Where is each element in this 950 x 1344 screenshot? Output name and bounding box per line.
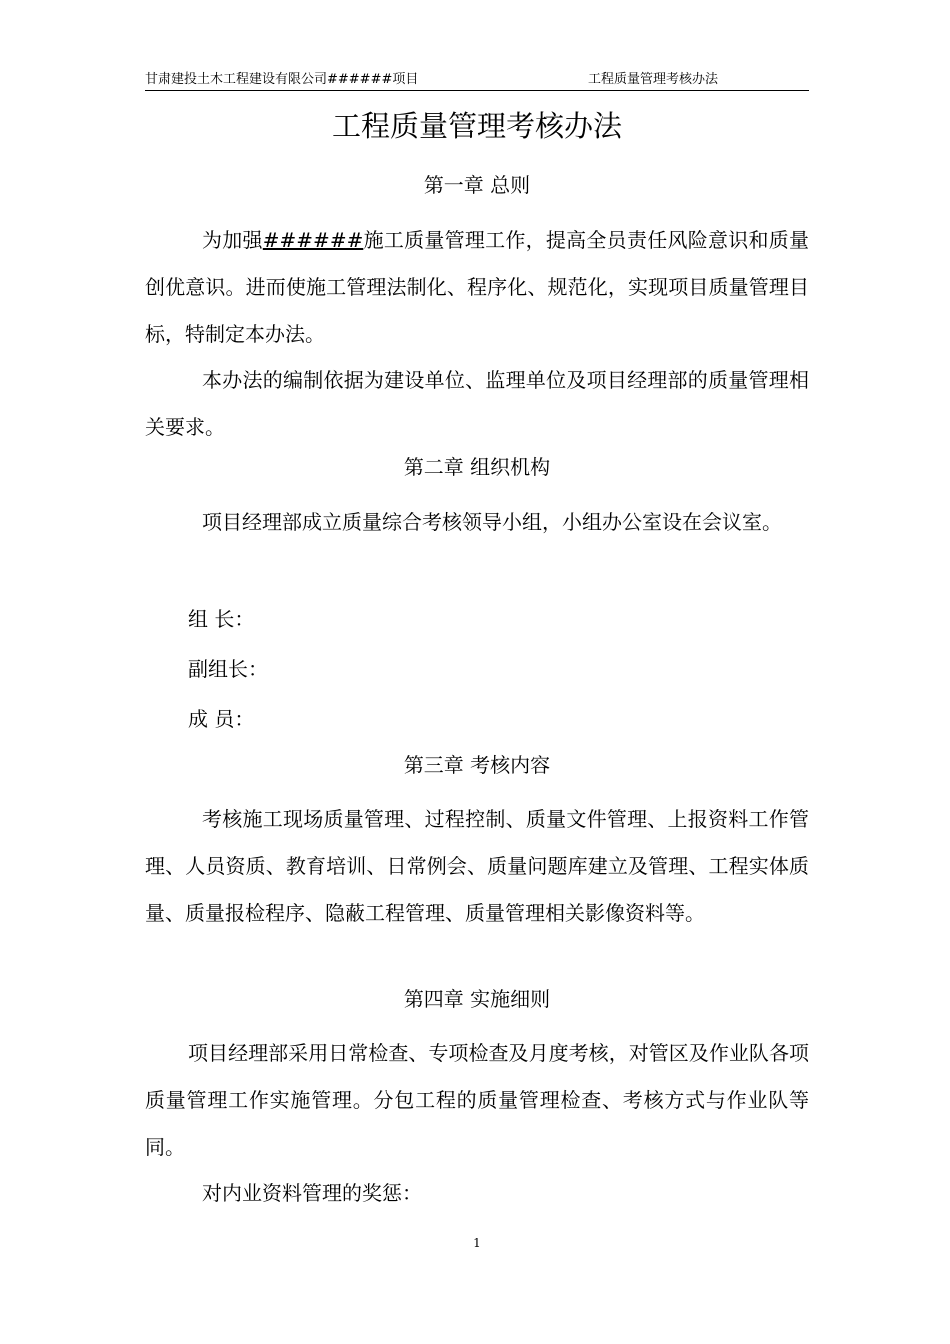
members-label: 成 员： — [188, 707, 255, 731]
running-header — [145, 70, 809, 91]
page-number: 1 — [473, 1236, 481, 1250]
chapter-2-heading: 第二章 组织机构 — [403, 455, 551, 479]
chapter-1-heading: 第一章 总则 — [423, 173, 531, 197]
paragraph-text: 施工质量管理工作，提高全员责任风险意识和质量创优意识。进而使施工管理法制化、程序化、规范化，实现项目质量管理目标，特制定本办法。 — [145, 228, 810, 346]
chapter-4-paragraph-1: 项目经理部采用日常检查、专项检查及月度考核，对管区及作业队各项质量管理工作实施管理。分包工程的质量管理检查、考核方式与作业队等同。 — [145, 1041, 809, 1159]
header-document-title: 工程质量管理考核办法 — [588, 72, 719, 87]
chapter-1-paragraph-2: 本办法的编制依据为建设单位、监理单位及项目经理部的质量管理相关要求。 — [145, 368, 809, 439]
chapter-1-paragraph-1 — [145, 217, 809, 358]
header-company-project: 甘肃建投土木工程建设有限公司######项目 — [145, 72, 419, 87]
document-title: 工程质量管理考核办法 — [331, 109, 622, 143]
paragraph-text: 为加强 — [202, 228, 263, 252]
chapter-2-paragraph-1: 项目经理部成立质量综合考核领导小组，小组办公室设在会议室。 — [202, 510, 782, 534]
chapter-4-paragraph-2: 对内业资料管理的奖惩： — [202, 1181, 422, 1205]
deputy-leader-label: 副组长： — [188, 657, 268, 681]
masked-project-name: ###### — [262, 228, 364, 252]
group-leader-label: 组 长： — [188, 607, 255, 631]
chapter-3-heading: 第三章 考核内容 — [403, 753, 551, 777]
chapter-3-paragraph-1: 考核施工现场质量管理、过程控制、质量文件管理、上报资料工作管理、人员资质、教育培训、日常例会、质量问题库建立及管理、工程实体质量、质量报检程序、隐蔽工程管理、质量管理相关影像资料等。 — [145, 807, 809, 925]
chapter-4-heading: 第四章 实施细则 — [403, 987, 551, 1011]
